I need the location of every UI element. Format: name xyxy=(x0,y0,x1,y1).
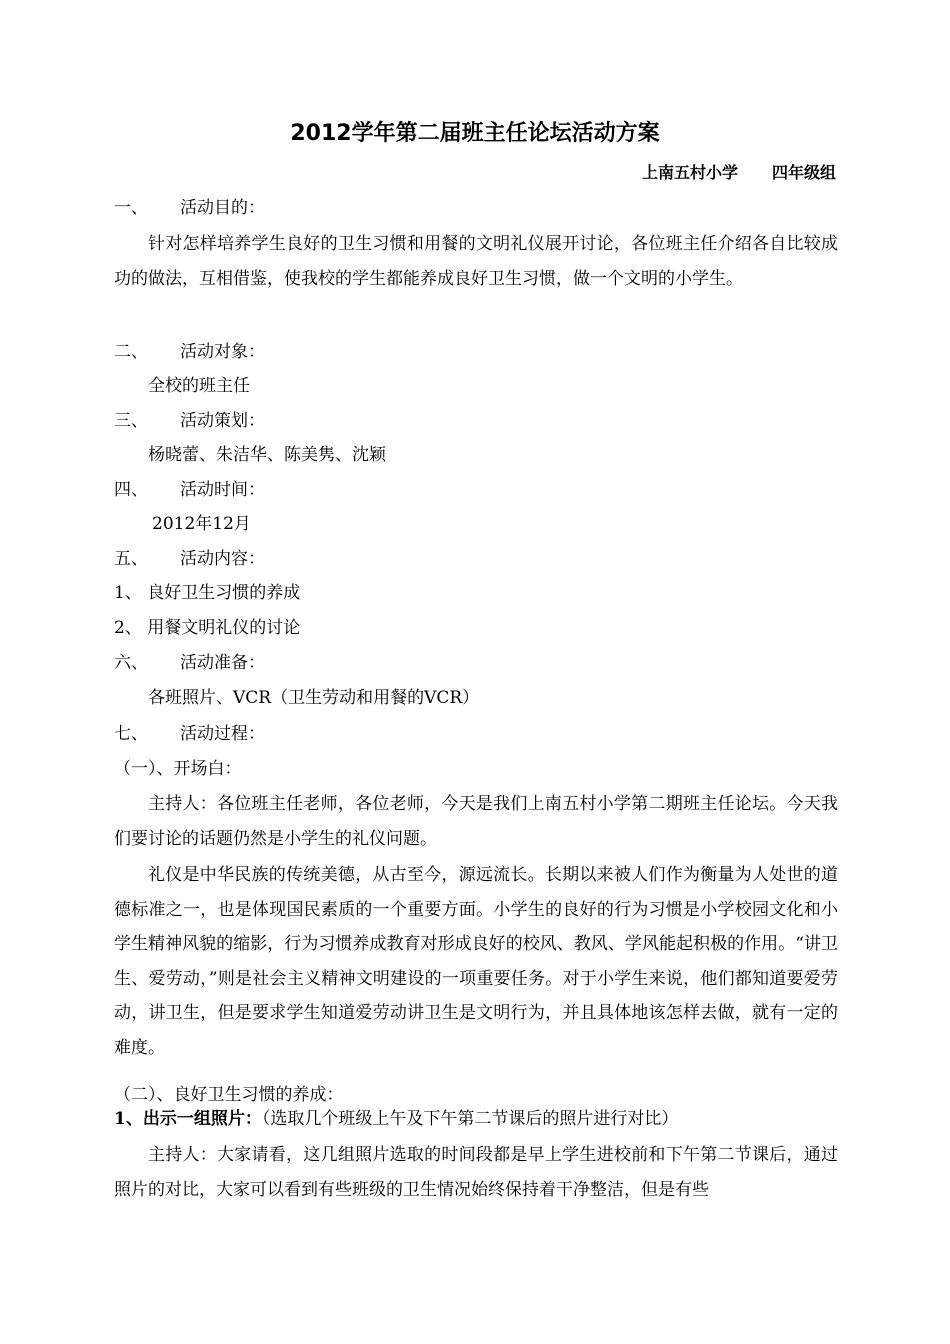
photo-item-label: 1、出示一组照片： xyxy=(114,1109,262,1129)
process-part2-heading: （二）、良好卫生习惯的养成： xyxy=(114,1085,344,1105)
photo-item-note: （选取几个班级上午及下午第二节课后的照片进行对比） xyxy=(261,1109,679,1129)
section-heading-process: 七、 活动过程： xyxy=(114,724,265,744)
section-heading-preparation: 六、 活动准备： xyxy=(114,653,265,673)
time-text: 2012年12月 xyxy=(152,514,251,534)
school-name: 上南五村小学 xyxy=(641,163,738,182)
opening-paragraph-1: 主持人：各位班主任老师，各位老师，今天是我们上南五村小学第二期班主任论坛。今天我们要讨论的话题仍然是小学生的礼仪问题。 xyxy=(114,794,838,849)
section-heading-time: 四、 活动时间： xyxy=(114,480,265,500)
section-heading-planning: 三、 活动策划： xyxy=(114,411,265,431)
group-name: 四年级组 xyxy=(771,163,836,182)
photo-item-line xyxy=(114,1107,838,1131)
opening-paragraph-2: 礼仪是中华民族的传统美德，从古至今，源远流长。长期以来被人们作为衡量为人处世的道德标准之一，也是体现国民素质的一个重要方面。小学生的良好的行为习惯是小学校园文化和小学生精神风貌的缩影，行为习惯养成教育对形成良好的校风、教风、学风能起积极的作用。“讲卫生、爱劳动，”则是社会主义精神文明建设的一项重要任务。对于小学生来说，他们都知道要爱劳动，讲卫生，但是要求学生知道爱劳动讲卫生是文明行为，并且具体地该怎样去做，就有一定的难度。 xyxy=(114,865,838,1058)
content-item-2: 2、 用餐文明礼仪的讨论 xyxy=(114,618,301,638)
content-item-1: 1、 良好卫生习惯的养成 xyxy=(114,583,301,603)
audience-text: 全校的班主任 xyxy=(148,376,250,396)
section-heading-audience: 二、 活动对象： xyxy=(114,342,265,362)
author-line xyxy=(642,160,836,186)
process-part1-heading: （一）、开场白： xyxy=(114,759,242,779)
section-heading-content: 五、 活动内容： xyxy=(114,549,265,569)
section-heading-purpose: 一、 活动目的： xyxy=(114,198,265,218)
purpose-paragraph: 针对怎样培养学生良好的卫生习惯和用餐的文明礼仪展开讨论，各位班主任介绍各自比较成功的做法，互相借鉴，使我校的学生都能养成良好卫生习惯，做一个文明的小学生。 xyxy=(114,234,838,289)
photo-paragraph: 主持人：大家请看，这几组照片选取的时间段都是早上学生进校前和下午第二节课后，通过照片的对比，大家可以看到有些班级的卫生情况始终保持着干净整洁，但是有些 xyxy=(114,1145,838,1200)
document-title: 2012学年第二届班主任论坛活动方案 xyxy=(290,121,660,146)
preparation-text: 各班照片、VCR（卫生劳动和用餐的VCR） xyxy=(148,688,480,708)
planning-text: 杨晓蕾、朱洁华、陈美隽、沈颖 xyxy=(148,445,386,465)
